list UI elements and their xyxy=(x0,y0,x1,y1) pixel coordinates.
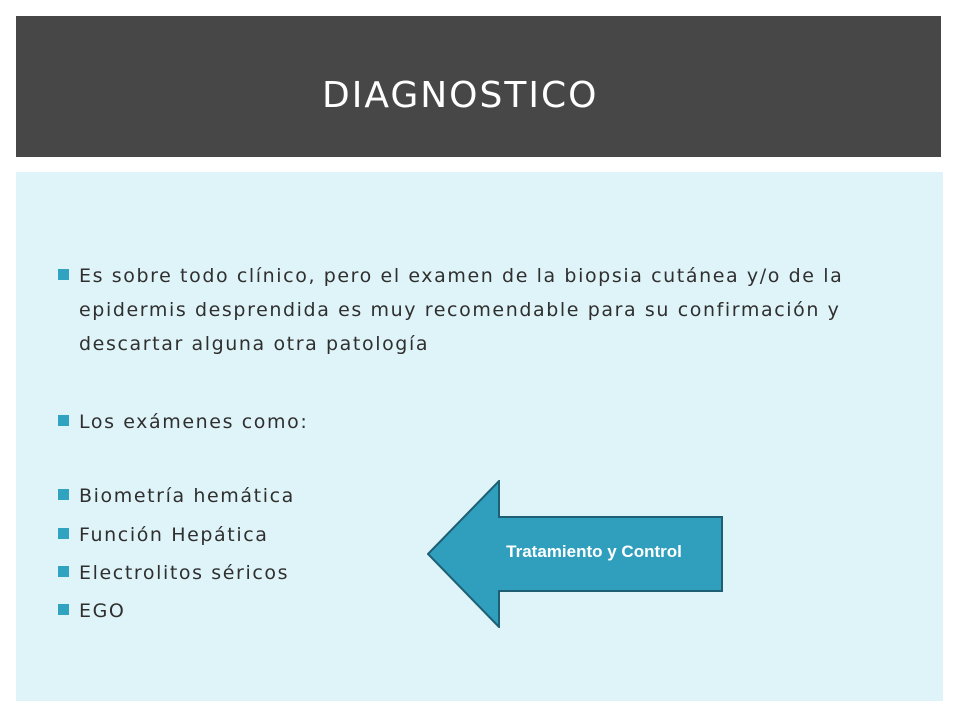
arrow-label: Tratamiento y Control xyxy=(506,542,682,561)
bullet-text: Es sobre todo clínico, pero el examen de la biopsia cutánea y/o de la epidermis desprendida es muy recomendable para su confirmación y descartar alguna otra patología xyxy=(79,265,844,355)
bullet-text: EGO xyxy=(79,600,126,622)
bullet-text: Biometría hemática xyxy=(79,485,295,507)
bullet-item xyxy=(58,594,125,628)
bullet-item xyxy=(58,479,295,513)
square-bullet-icon xyxy=(58,489,69,500)
bullet-item xyxy=(58,405,308,439)
bullet-item xyxy=(58,556,289,590)
square-bullet-icon xyxy=(58,269,69,280)
square-bullet-icon xyxy=(58,604,69,615)
bullet-text: Electrolitos séricos xyxy=(79,562,290,584)
bullet-text: Función Hepática xyxy=(79,524,269,546)
square-bullet-icon xyxy=(58,415,69,426)
bullet-item xyxy=(58,518,269,552)
square-bullet-icon xyxy=(58,566,69,577)
bullet-text: Los exámenes como: xyxy=(79,411,309,433)
slide-title: DIAGNOSTICO xyxy=(322,75,599,116)
bullet-item xyxy=(58,259,898,361)
square-bullet-icon xyxy=(58,528,69,539)
